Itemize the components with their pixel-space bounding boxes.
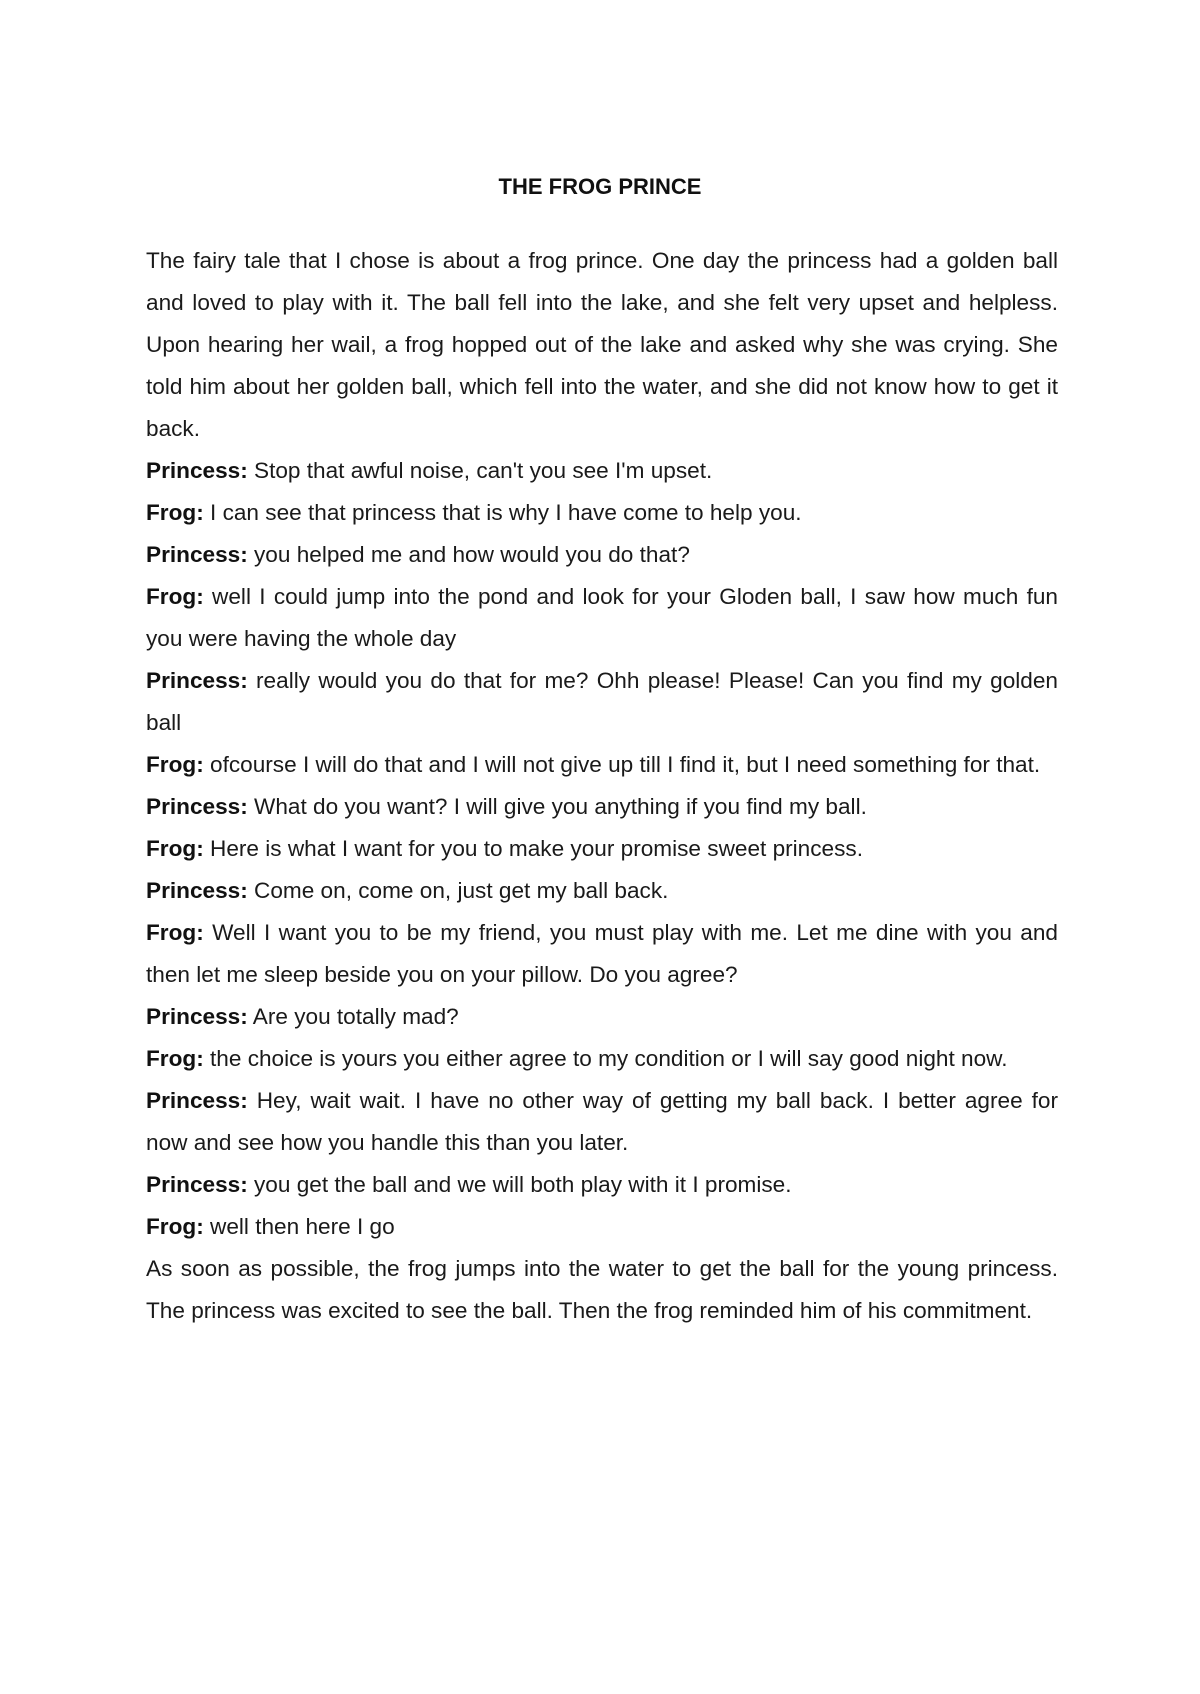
dialogue-text: you helped me and how would you do that? [247, 542, 690, 567]
dialogue-line [146, 1080, 1058, 1164]
dialogue-line [146, 492, 1058, 534]
dialogue-text: I can see that princess that is why I have come to help you. [203, 500, 802, 525]
speaker-label: Princess: [146, 668, 248, 693]
speaker-label: Princess: [146, 878, 248, 903]
dialogue-line [146, 1038, 1058, 1080]
speaker-label: Frog: [146, 500, 204, 525]
speaker-label: Frog: [146, 920, 204, 945]
dialogue-text: well I could jump into the pond and look for your Gloden ball, I saw how much fun you were having the whole day [146, 584, 1058, 651]
dialogue-text: Are you totally mad? [247, 1004, 459, 1029]
speaker-label: Frog: [146, 584, 204, 609]
dialogue-line [146, 786, 1058, 828]
dialogue-line [146, 828, 1058, 870]
closing-paragraph: As soon as possible, the frog jumps into the water to get the ball for the young princess. The princess was excited to see the ball. Then the frog reminded him of his commitment. [146, 1256, 1058, 1323]
dialogue-line [146, 534, 1058, 576]
dialogue-text: Well I want you to be my friend, you must play with me. Let me dine with you and then let me sleep beside you on your pillow. Do you agree? [146, 920, 1058, 987]
dialogue-line [146, 450, 1058, 492]
dialogue-line [146, 660, 1058, 744]
dialogue-line [146, 1206, 1058, 1248]
speaker-label: Princess: [146, 794, 248, 819]
dialogue-line [146, 576, 1058, 660]
dialogue-text: Here is what I want for you to make your promise sweet princess. [203, 836, 863, 861]
dialogue-line [146, 870, 1058, 912]
dialogue-text: Stop that awful noise, can't you see I'm upset. [247, 458, 713, 483]
dialogue-text: ofcourse I will do that and I will not give up till I find it, but I need something for that. [203, 752, 1041, 777]
dialogue-text: really would you do that for me? Ohh please! Please! Can you find my golden ball [146, 668, 1058, 735]
dialogue-line [146, 1164, 1058, 1206]
dialogue-line [146, 912, 1058, 996]
speaker-label: Princess: [146, 1004, 248, 1029]
dialogue-text: Come on, come on, just get my ball back. [247, 878, 669, 903]
dialogue-line [146, 996, 1058, 1038]
speaker-label: Frog: [146, 1046, 204, 1071]
dialogue-text: well then here I go [203, 1214, 395, 1239]
dialogue-text: the choice is yours you either agree to my condition or I will say good night now. [203, 1046, 1008, 1071]
dialogue-text: you get the ball and we will both play with it I promise. [247, 1172, 792, 1197]
speaker-label: Princess: [146, 1172, 248, 1197]
speaker-label: Princess: [146, 1088, 248, 1113]
document-body [146, 240, 1058, 1332]
speaker-label: Frog: [146, 752, 204, 777]
dialogue-text: What do you want? I will give you anything if you find my ball. [247, 794, 867, 819]
speaker-label: Princess: [146, 542, 248, 567]
dialogue-line [146, 744, 1058, 786]
speaker-label: Princess: [146, 458, 248, 483]
speaker-label: Frog: [146, 1214, 204, 1239]
document-title: THE FROG PRINCE [498, 174, 702, 199]
dialogue-text: Hey, wait wait. I have no other way of getting my ball back. I better agree for now and see how you handle this than you later. [146, 1088, 1058, 1155]
intro-paragraph: The fairy tale that I chose is about a frog prince. One day the princess had a golden ball and loved to play with it. The ball fell into the lake, and she felt very upset and helpless. Upon hearing her wail, a frog hopped out of the lake and asked why she was crying. She told him about her golden ball, which fell into the water, and she did not know how to get it back. [146, 248, 1058, 441]
speaker-label: Frog: [146, 836, 204, 861]
